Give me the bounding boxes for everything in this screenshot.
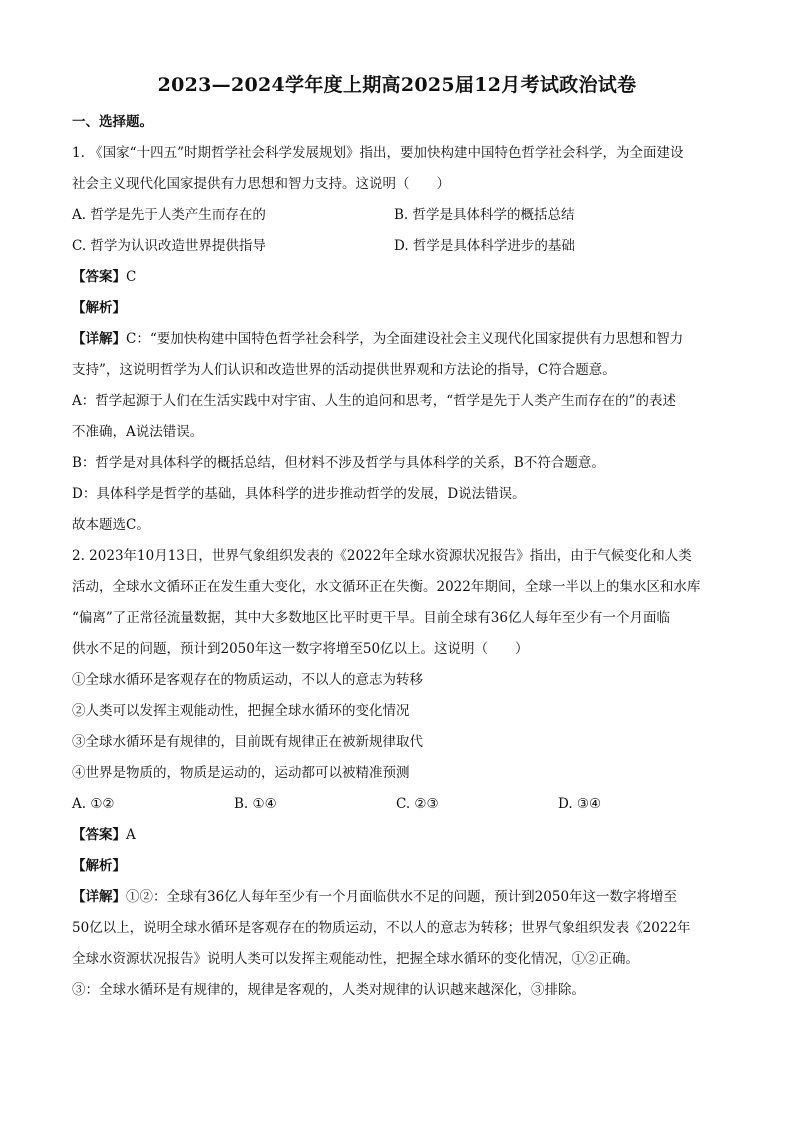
answer-value: A: [126, 827, 136, 843]
detail-text: C：“要加快构建中国特色哲学社会科学，为全面建设社会主义现代化国家提供有力思想和智力: [126, 331, 684, 347]
q1-options-row-2: [72, 231, 727, 262]
q1-detail-line-2: 支持”，这说明哲学为人们认识和改造世界的活动提供世界观和方法论的指导，C符合题意。: [72, 362, 616, 378]
q1-detail-line-1: [72, 324, 727, 355]
q2-analysis-tag: 【解析】: [72, 858, 126, 874]
q1-a-line-2: 不准确，A说法错误。: [72, 424, 204, 440]
q1-answer: [72, 262, 727, 293]
detail-tag: 【详解】: [72, 331, 126, 347]
q2-stem-line-2: 活动，全球水文循环正在发生重大变化，水文循环正在失衡。2022年期间，全球一半以上的集水区和水库: [72, 579, 701, 595]
q1-options-row-1: [72, 200, 727, 231]
q2-options-row: [72, 789, 727, 820]
q1-option-a: A. 哲学是先于人类产生而存在的: [72, 207, 266, 223]
q1-stem-line-2: 社会主义现代化国家提供有力思想和智力支持。这说明（ ）: [72, 176, 450, 192]
document-body: [72, 107, 727, 1006]
q1-stem-line-1: 1. 《国家“十四五”时期哲学社会科学发展规划》指出，要加快构建中国特色哲学社会科学，为全面建设: [72, 145, 684, 161]
q2-option-d: D. ③④: [558, 796, 602, 812]
q2-item3-analysis: ③：全球水循环是有规律的，规律是客观的，人类对规律的认识越来越深化，③排除。: [72, 982, 585, 998]
q2-option-c: C. ②③: [396, 796, 439, 812]
exam-title: 2023—2024学年度上期高2025届12月考试政治试卷: [157, 74, 637, 96]
q1-option-b: B. 哲学是具体科学的概括总结: [394, 207, 575, 223]
answer-tag: 【答案】: [72, 269, 126, 285]
q2-detail-line-2: 50亿以上，说明全球水循环是客观存在的物质运动，不以人的意志为转移；世界气象组织发表《2022年: [72, 920, 691, 936]
q2-answer: [72, 820, 727, 851]
q1-conclusion: 故本题选C。: [72, 517, 150, 533]
detail-text: ①②：全球有36亿人每年至少有一个月面临供水不足的问题，预计到2050年这一数字将增至: [126, 889, 678, 905]
q2-stem-line-3: “偏离”了正常径流量数据，其中大多数地区比平时更干旱。目前全球有36亿人每年至少有一个月面临: [72, 610, 670, 626]
q2-item-3: ③全球水循环是有规律的，目前既有规律正在被新规律取代: [72, 734, 423, 750]
q2-item-2: ②人类可以发挥主观能动性，把握全球水循环的变化情况: [72, 703, 410, 719]
answer-tag: 【答案】: [72, 827, 126, 843]
q2-stem-line-1: 2. 2023年10月13日，世界气象组织发表的《2022年全球水资源状况报告》指出，由于气候变化和人类: [72, 548, 692, 564]
answer-value: C: [126, 269, 137, 285]
q2-option-a: A. ①②: [72, 796, 115, 812]
q1-option-c: C. 哲学为认识改造世界提供指导: [72, 238, 266, 254]
q2-item-4: ④世界是物质的，物质是运动的，运动都可以被精准预测: [72, 765, 410, 781]
q2-stem-line-4: 供水不足的问题，预计到2050年这一数字将增至50亿以上。这说明（ ）: [72, 641, 529, 657]
q2-detail-line-3: 全球水资源状况报告》说明人类可以发挥主观能动性，把握全球水循环的变化情况，①②正确。: [72, 951, 639, 967]
q1-analysis-tag: 【解析】: [72, 300, 126, 316]
section-heading: 一、选择题。: [72, 114, 153, 130]
q1-a-line-1: A：哲学起源于人们在生活实践中对宇宙、人生的追问和思考，“哲学是先于人类产生而存在的”的表述: [72, 393, 677, 409]
q2-item-1: ①全球水循环是客观存在的物质运动，不以人的意志为转移: [72, 672, 423, 688]
detail-tag: 【详解】: [72, 889, 126, 905]
q2-detail-line-1: [72, 882, 727, 913]
q2-option-b: B. ①④: [234, 796, 277, 812]
q1-option-d: D. 哲学是具体科学进步的基础: [394, 238, 575, 254]
q1-d-line: D：具体科学是哲学的基础，具体科学的进步推动哲学的发展，D说法错误。: [72, 486, 526, 502]
q1-b-line: B：哲学是对具体科学的概括总结，但材料不涉及哲学与具体科学的关系，B不符合题意。: [72, 455, 605, 471]
